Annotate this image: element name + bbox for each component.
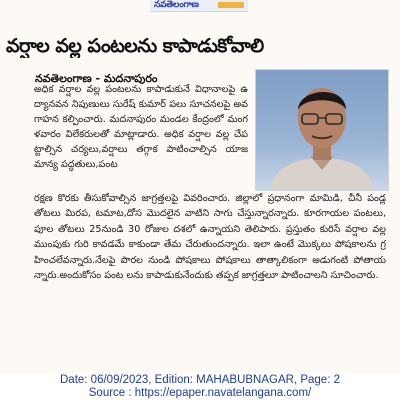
body-paragraph: రక్షణ కొరకు తీసుకోవాల్సిన జాగ్రత్తలపై వివరించారు. జిల్లాలో ప్రధానంగా మామిడి, చీనీ పండ్ల తోటలు మిరప, టమాట,దోస మొదలైన వాటిని సాగు చేస్తున్నారన్నారు. కూరగాయల పంటలు,పూల తోటలు 25నుండి 30 రోజుల దశలో ఉన్నాయని తెలిపారు. ప్రస్తుతం కురిసే వర్షాల వల్ల ముంపుకు గురి కావడమే కాకుండా తేమ చేరుతుందన్నారు. ఇలా ఉంటే మొక్కలు పోషకాలను గ్రహించలేవన్నారు.నేలపై పొరల నుండి పోషకాలు పోషకాలు తాత్కాలికంగా అడుగంటి పోతాయన్నారు.అందుకోసం పంట లను కాపాడుకునేందుకు తప్పక జాగ్రత్తలూ పాటించాలని సూచించారు. [34,193,386,282]
masthead-logo [150,0,248,12]
column-body: అధిక వర్షాల వల్ల పంటలను కాపాడుకునే విధానాలపై ఉద్యానవన నిపుణులు సురేష్ కుమార్ పలు సూచనలపై అవగాహన కల్పించారు. మదనాపురం మండల కేంద్రంలో మంగళవారం విలేకరులతో మాట్లాడారు. అధిక వర్షాల వల్ల చేపట్టాల్సిన చర్యలు,వర్షాలు తగ్గాక పాటించాల్సిన యాజమాన్య పద్ధతులు,పంట [34,84,248,170]
article-column-text [34,82,248,172]
person-photo [255,69,389,191]
article-dateline: నవతెలంగాణ - మదనాపురం [35,72,158,85]
article-headline: వర్షాల వల్ల పంటలను కాపాడుకోవాలి [6,35,264,57]
article-body-text [34,191,386,283]
source-link[interactable]: Source : https://epaper.navatelangana.com/ [88,387,312,399]
portrait-illustration [256,70,388,190]
logo-text: నవతెలంగాణ [154,0,199,10]
masthead-accent [218,2,244,8]
edition-info: Date: 06/09/2023, Edition: MAHABUBNAGAR, Page: 2 [60,374,340,386]
